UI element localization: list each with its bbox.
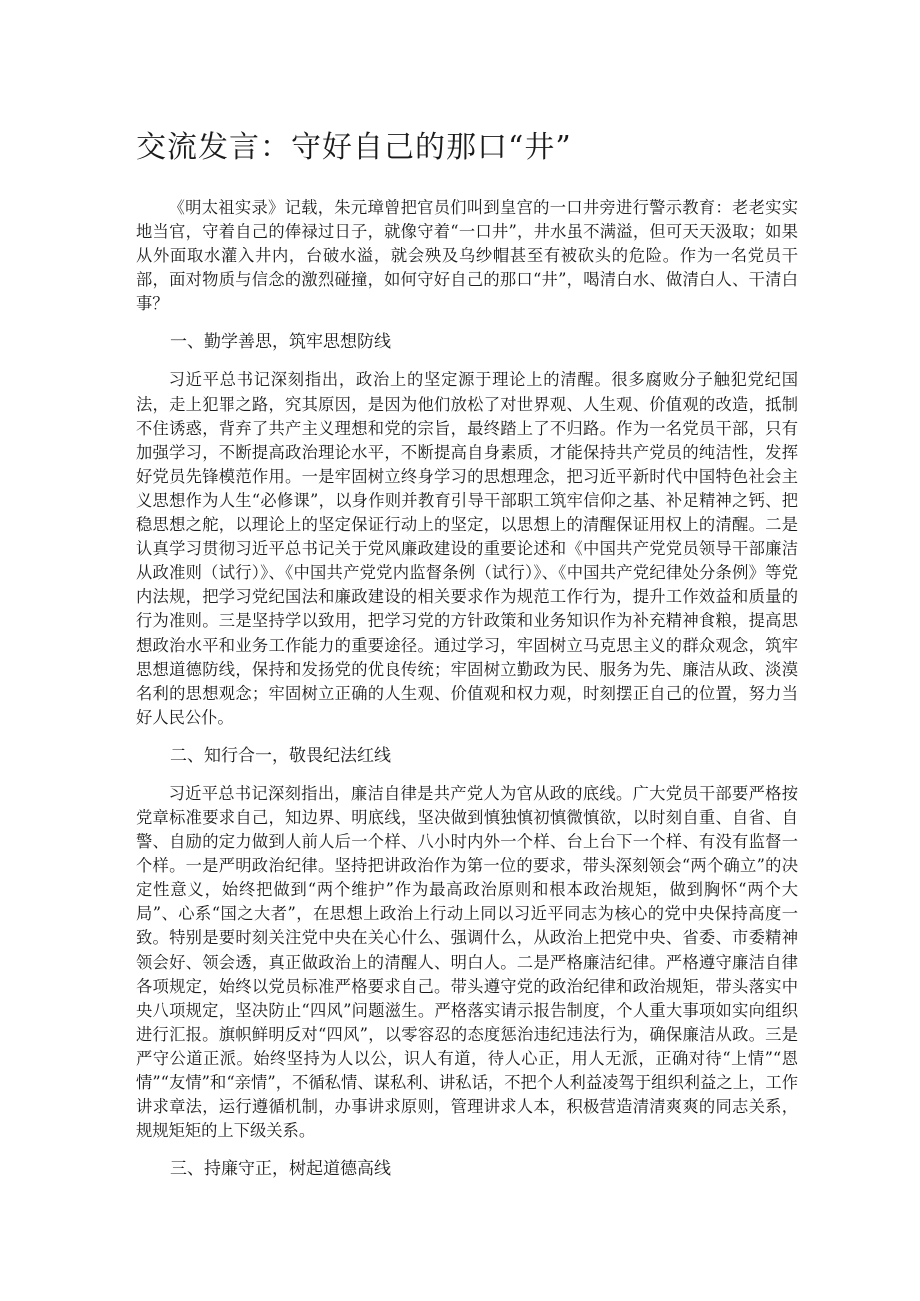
section-heading-3: 三、持廉守正，树起道德高线 — [170, 1159, 391, 1180]
section-heading-1: 一、勤学善思，筑牢思想防线 — [170, 332, 391, 353]
intro-paragraph: 《明太祖实录》记载，朱元璋曾把官员们叫到皇宫的一口井旁进行警示教育：老老实实地当官，守着自己的俸禄过日子，就像守着“一口井”，井水虽不满溢，但可天天汲取；如果从外面取水灌入井内，台破水溢，就会殃及乌纱帽甚至有被砍头的危险。作为一名党员干部，面对物质与信念的激烈碰撞，如何守好自己的那口“井”，喝清白水、做清白人、干清白事？ — [136, 198, 798, 314]
document-title: 交流发言：守好自己的那口“井” — [136, 130, 572, 165]
section-heading-2: 二、知行合一，敬畏纪法红线 — [170, 745, 391, 766]
section-body-1: 习近平总书记深刻指出，政治上的坚定源于理论上的清醒。很多腐败分子触犯党纪国法，走上犯罪之路，究其原因，是因为他们放松了对世界观、人生观、价值观的改造，抵制不住诱惑，背弃了共产主义理想和党的宗旨，最终踏上了不归路。作为一名党员干部，只有加强学习，不断提高政治理论水平，不断提高自身素质，才能保持共产党员的纯洁性，发挥好党员先锋模范作用。一是牢固树立终身学习的思想理念，把习近平新时代中国特色社会主义思想作为人生“必修课”，以身作则并教育引导干部职工筑牢信仰之基、补足精神之钙、把稳思想之舵，以理论上的坚定保证行动上的坚定，以思想上的清醒保证用权上的清醒。二是认真学习贯彻习近平总书记关于党风廉政建设的重要论述和《中国共产党党员领导干部廉洁从政准则（试行）》、《中国共产党党内监督条例（试行）》、《中国共产党纪律处分条例》等党内法规，把学习党纪国法和廉政建设的相关要求作为规范工作行为，提升工作效益和质量的行为准则。三是坚持学以致用，把学习党的方针政策和业务知识作为补充精神食粮，提高思想政治水平和业务工作能力的重要途径。通过学习，牢固树立马克思主义的群众观念，筑牢思想道德防线，保持和发扬党的优良传统；牢固树立勤政为民、服务为先、廉洁从政、淡漠名利的思想观念；牢固树立正确的人生观、价值观和权力观，时刻摆正自己的位置，努力当好人民公仆。 — [136, 370, 798, 727]
document-page — [136, 128, 798, 1195]
section-body-2: 习近平总书记深刻指出，廉洁自律是共产党人为官从政的底线。广大党员干部要严格按党章标准要求自己，知边界、明底线，坚决做到慎独慎初慎微慎欲，以时刻自重、自省、自警、自励的定力做到人前人后一个样、八小时内外一个样、台上台下一个样、有没有监督一个样。一是严明政治纪律。坚持把讲政治作为第一位的要求，带头深刻领会“两个确立”的决定性意义，始终把做到“两个维护”作为最高政治原则和根本政治规矩，做到胸怀“两个大局”、心系“国之大者”，在思想上政治上行动上同以习近平同志为核心的党中央保持高度一致。特别是要时刻关注党中央在关心什么、强调什么，从政治上把党中央、省委、市委精神领会好、领会透，真正做政治上的清醒人、明白人。二是严格廉洁纪律。严格遵守廉洁自律各项规定，始终以党员标准严格要求自己。带头遵守党的政治纪律和政治规矩，带头落实中央八项规定，坚决防止“四风”问题滋生。严格落实请示报告制度，个人重大事项如实向组织进行汇报。旗帜鲜明反对“四风”，以零容忍的态度惩治违纪违法行为，确保廉洁从政。三是严守公道正派。始终坚持为人以公，识人有道，待人心正，用人无派，正确对待“上情”“恩情”“友情”和“亲情”，不循私情、谋私利、讲私话，不把个人利益凌驾于组织利益之上，工作讲求章法，运行遵循机制，办事讲求原则，管理讲求人本，积极营造清清爽爽的同志关系，规规矩矩的上下级关系。 — [136, 783, 798, 1141]
